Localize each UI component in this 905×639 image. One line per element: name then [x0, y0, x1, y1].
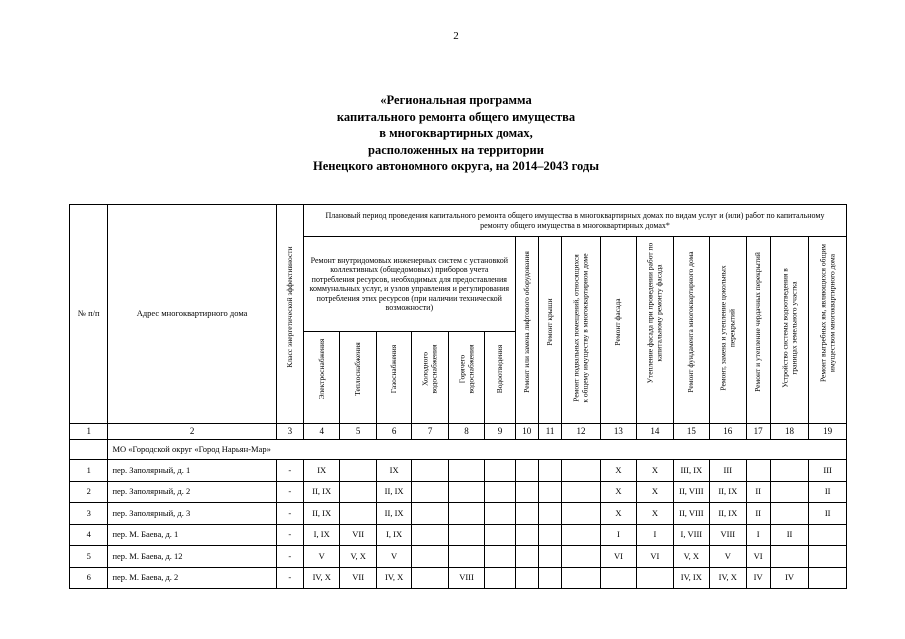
column-number: 12 — [562, 424, 600, 440]
section-row — [70, 440, 847, 460]
column-number-row — [70, 424, 847, 440]
header-heating: Теплоснабжения — [340, 332, 376, 424]
header-attic-floors: Ремонт и утепление чердачных перекрытий — [746, 237, 770, 424]
table-cell: I — [637, 524, 673, 546]
row-number-cell: 4 — [70, 524, 108, 546]
column-number: 5 — [340, 424, 376, 440]
table-cell: X — [600, 481, 636, 503]
table-cell: X — [600, 503, 636, 525]
row-number-cell: 2 — [70, 481, 108, 503]
table-cell — [562, 460, 600, 482]
table-cell — [515, 481, 538, 503]
table-cell: IX — [303, 460, 339, 482]
table-cell: - — [276, 481, 303, 503]
header-facade-insulation: Утепление фасада при проведении работ по капитальному ремонту фасада — [637, 237, 673, 424]
table-cell: - — [276, 546, 303, 568]
table-cell — [340, 481, 376, 503]
header-engineering-systems: Ремонт внутридомовых инженерных систем с установкой коллективных (общедомовых) приборов учета потребления ресурсов, необходимых для предоставления коммунальных услуг, и узлов управления и регулирования потребления этих ресурсов (при наличии технической возможности) — [303, 237, 515, 332]
column-number: 11 — [538, 424, 561, 440]
column-number: 7 — [412, 424, 448, 440]
header-cesspits: Ремонт выгребных ям, являющихся общим имуществом многоквартирного дома — [809, 237, 847, 424]
title-line: расположенных на территории — [368, 142, 544, 157]
table-cell — [538, 481, 561, 503]
table-cell: IV — [746, 567, 770, 589]
header-number: № п/п — [70, 205, 108, 424]
address-cell: пер. Заполярный, д. 2 — [108, 481, 276, 503]
column-number: 13 — [600, 424, 636, 440]
header-basement: Ремонт подвальных помещений, относящихся к общему имуществу в многоквартирном доме — [562, 237, 600, 424]
table-cell: I — [600, 524, 636, 546]
column-number: 15 — [673, 424, 709, 440]
header-energy-class: Класс энергетической эффективности — [276, 205, 303, 424]
table-cell — [515, 460, 538, 482]
table-cell — [538, 567, 561, 589]
table-cell: X — [637, 460, 673, 482]
table-cell — [412, 567, 448, 589]
column-number: 1 — [70, 424, 108, 440]
table-cell: II, IX — [303, 481, 339, 503]
column-number: 2 — [108, 424, 276, 440]
table-cell: II — [770, 524, 808, 546]
column-number: 6 — [376, 424, 411, 440]
section-label: МО «Городской округ «Город Нарьян-Мар» — [108, 440, 847, 460]
address-cell: пер. М. Баева, д. 2 — [108, 567, 276, 589]
header-address: Адрес многоквартирного дома — [108, 205, 276, 424]
table-cell: III — [809, 460, 847, 482]
address-cell: пер. М. Баева, д. 12 — [108, 546, 276, 568]
table-cell: VI — [637, 546, 673, 568]
header-water-disposal: Устройство системы водоотведения в границах земельного участка — [770, 237, 808, 424]
table-cell: IV, X — [376, 567, 411, 589]
table-cell — [412, 481, 448, 503]
row-number-cell: 3 — [70, 503, 108, 525]
table-cell: VIII — [710, 524, 746, 546]
document-title — [0, 92, 905, 175]
table-cell: II — [809, 503, 847, 525]
table-cell: II, IX — [303, 503, 339, 525]
table-cell: VI — [746, 546, 770, 568]
column-number: 19 — [809, 424, 847, 440]
table-cell — [562, 567, 600, 589]
table-cell: X — [600, 460, 636, 482]
table-cell — [515, 546, 538, 568]
row-number-cell: 5 — [70, 546, 108, 568]
table-cell — [412, 503, 448, 525]
table-cell — [340, 460, 376, 482]
table-cell: IV, X — [303, 567, 339, 589]
table-cell: II — [746, 503, 770, 525]
table-cell — [770, 460, 808, 482]
column-number: 10 — [515, 424, 538, 440]
table-cell: X — [637, 503, 673, 525]
table-cell — [448, 481, 484, 503]
table-cell: II, IX — [710, 481, 746, 503]
table-cell — [562, 546, 600, 568]
table-cell — [637, 567, 673, 589]
table-cell: VII — [340, 524, 376, 546]
title-line: Ненецкого автономного округа, на 2014–2043 годы — [312, 159, 600, 173]
header-lift: Ремонт или замена лифтового оборудования — [515, 237, 538, 424]
header-foundation: Ремонт фундамента многоквартирного дома — [673, 237, 709, 424]
address-cell: пер. М. Баева, д. 1 — [108, 524, 276, 546]
table-cell — [770, 503, 808, 525]
title-line: капитального ремонта общего имущества — [336, 109, 576, 124]
header-gas: Газоснабжения — [376, 332, 411, 424]
table-cell: X — [637, 481, 673, 503]
table-cell — [515, 524, 538, 546]
table-cell — [538, 460, 561, 482]
table-cell: I, IX — [303, 524, 339, 546]
table-cell: I, IX — [376, 524, 411, 546]
table-row — [70, 503, 847, 525]
header-roof: Ремонт крыши — [538, 237, 561, 424]
table-cell: VIII — [448, 567, 484, 589]
table-cell — [538, 546, 561, 568]
column-number: 14 — [637, 424, 673, 440]
table-cell: V, X — [340, 546, 376, 568]
table-cell: II, VIII — [673, 503, 709, 525]
header-planned-period: Плановый период проведения капитального ремонта общего имущества в многоквартирных домах по видам услуг и (или) работ по капитальному ремонту общего имущества в многоквартирных домах* — [303, 205, 846, 237]
table-cell: II — [809, 481, 847, 503]
table-cell: - — [276, 524, 303, 546]
table-cell — [340, 503, 376, 525]
table-cell: V — [710, 546, 746, 568]
table-cell — [538, 503, 561, 525]
table-cell — [746, 460, 770, 482]
table-cell — [809, 546, 847, 568]
column-number: 8 — [448, 424, 484, 440]
table-row — [70, 524, 847, 546]
page-number: 2 — [453, 30, 459, 42]
table-cell: III — [710, 460, 746, 482]
table-cell — [485, 460, 515, 482]
table-cell: I, VIII — [673, 524, 709, 546]
repair-program-table — [69, 204, 847, 589]
header-drainage: Водоотведения — [485, 332, 515, 424]
table-row — [70, 546, 847, 568]
column-number: 16 — [710, 424, 746, 440]
table-cell — [412, 524, 448, 546]
table-cell: II, IX — [376, 503, 411, 525]
title-line: в многоквартирных домах, — [379, 126, 533, 140]
table-cell: VI — [600, 546, 636, 568]
table-cell: IV, IX — [673, 567, 709, 589]
table-cell — [809, 567, 847, 589]
column-number: 4 — [303, 424, 339, 440]
table-cell: II, IX — [710, 503, 746, 525]
table-cell: II, VIII — [673, 481, 709, 503]
header-electricity: Электроснабжения — [303, 332, 339, 424]
table-cell — [448, 503, 484, 525]
table-cell — [412, 460, 448, 482]
table-cell: II — [746, 481, 770, 503]
column-number: 18 — [770, 424, 808, 440]
row-number-cell: 6 — [70, 567, 108, 589]
table-cell: - — [276, 460, 303, 482]
table-cell: II, IX — [376, 481, 411, 503]
header-hot-water: Горячего водоснабжения — [448, 332, 484, 424]
table-cell — [485, 503, 515, 525]
address-cell: пер. Заполярный, д. 1 — [108, 460, 276, 482]
table-row — [70, 460, 847, 482]
table-cell — [562, 524, 600, 546]
header-basement-floors: Ремонт, замена и утепление цокольных перекрытий — [710, 237, 746, 424]
title-line: «Региональная программа — [380, 93, 532, 107]
table-cell — [562, 503, 600, 525]
table-cell: V — [303, 546, 339, 568]
table-cell — [485, 546, 515, 568]
header-facade: Ремонт фасада — [600, 237, 636, 424]
table-cell — [412, 546, 448, 568]
table-cell: VII — [340, 567, 376, 589]
table-cell: - — [276, 503, 303, 525]
table-cell — [485, 524, 515, 546]
table-cell: V, X — [673, 546, 709, 568]
table-cell: I — [746, 524, 770, 546]
table-cell — [448, 524, 484, 546]
table-cell: IV — [770, 567, 808, 589]
table-cell — [485, 481, 515, 503]
table-cell — [562, 481, 600, 503]
table-row — [70, 567, 847, 589]
table-cell — [448, 460, 484, 482]
table-cell: IX — [376, 460, 411, 482]
table-cell — [600, 567, 636, 589]
table-cell — [485, 567, 515, 589]
table-cell: IV, X — [710, 567, 746, 589]
table-cell — [809, 524, 847, 546]
table-cell — [515, 567, 538, 589]
table-cell — [515, 503, 538, 525]
table-cell: V — [376, 546, 411, 568]
table-cell — [770, 481, 808, 503]
table-body — [70, 460, 847, 589]
table-cell: - — [276, 567, 303, 589]
table-cell — [770, 546, 808, 568]
address-cell: пер. Заполярный, д. 3 — [108, 503, 276, 525]
column-number: 17 — [746, 424, 770, 440]
table-cell: III, IX — [673, 460, 709, 482]
table-cell — [448, 546, 484, 568]
row-number-cell: 1 — [70, 460, 108, 482]
table-cell — [538, 524, 561, 546]
table-row — [70, 481, 847, 503]
header-cold-water: Холодного водоснабжения — [412, 332, 448, 424]
column-number: 3 — [276, 424, 303, 440]
column-number: 9 — [485, 424, 515, 440]
